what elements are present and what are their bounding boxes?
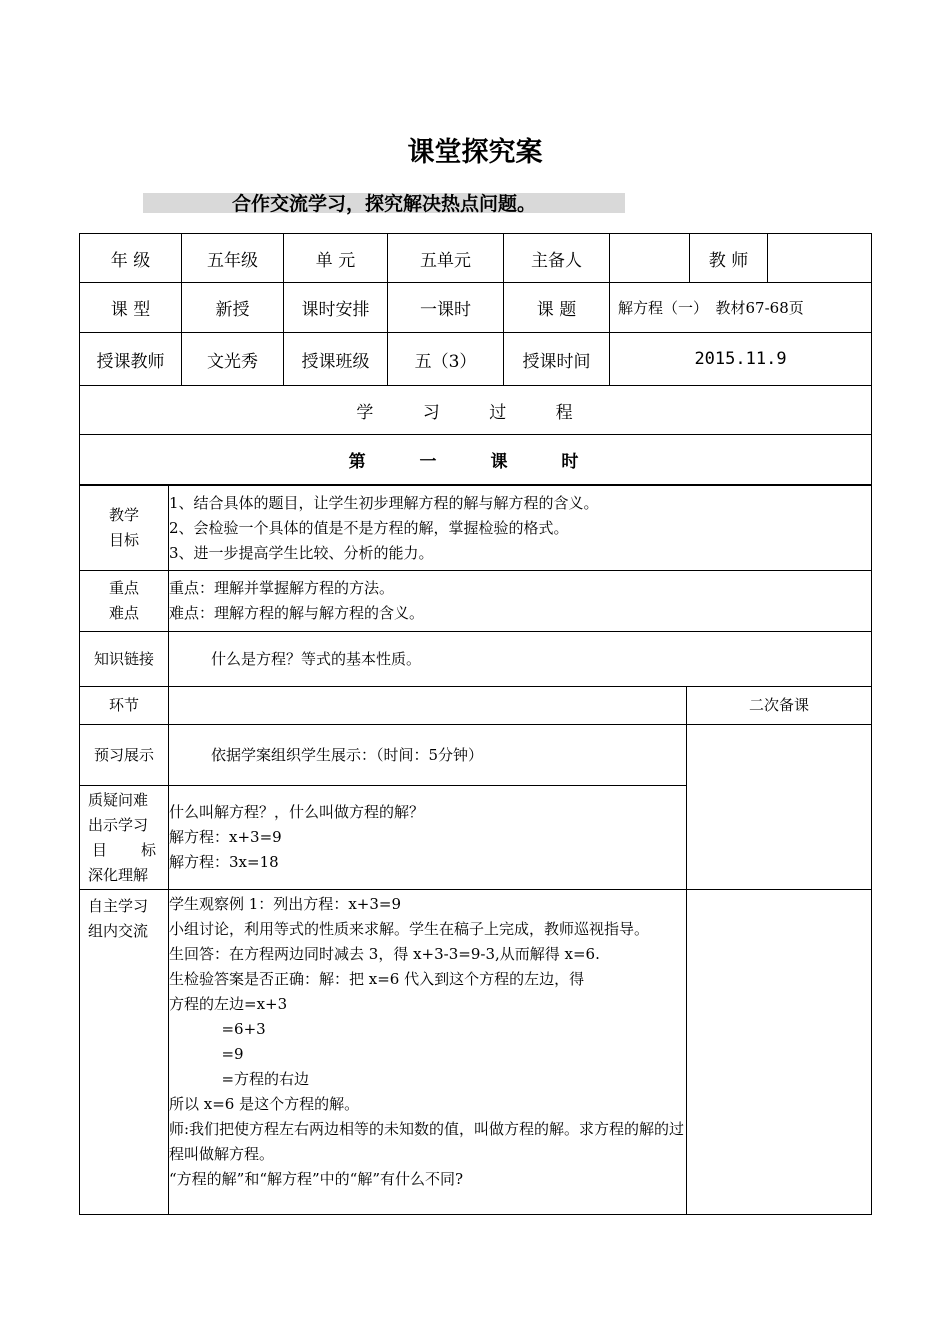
study-line: =9	[169, 1045, 244, 1063]
questions-label: 质疑问难 出示学习 目 标 深化理解	[80, 786, 169, 890]
topic-label: 课 题	[504, 283, 610, 333]
schedule-label: 课时安排	[284, 283, 388, 333]
goal-item: 2、会检验一个具体的值是不是方程的解，掌握检验的格式。	[169, 518, 569, 537]
lesson-detail-table	[79, 485, 872, 1215]
knowledge-content: 什么是方程？等式的基本性质。	[169, 632, 872, 687]
instructor-value: 文光秀	[182, 333, 284, 386]
lesson-info-table	[79, 233, 872, 485]
study-line: 方程的左边=x+3	[169, 995, 288, 1013]
preview-label: 预习展示	[80, 725, 169, 786]
questions-content	[169, 786, 687, 890]
self-study-label: 自主学习 组内交流	[80, 890, 169, 1215]
topic-value: 解方程（一） 教材67-68页	[610, 283, 872, 333]
goals-content	[169, 486, 872, 571]
type-value: 新授	[182, 283, 284, 333]
section-middle	[169, 687, 687, 725]
study-line: 所以 x=6 是这个方程的解。	[169, 1095, 360, 1113]
teacher-label: 教 师	[690, 234, 768, 283]
study-line: 师:我们把使方程左右两边相等的未知数的值，叫做方程的解。求方程的解的过程叫做解方程。	[169, 1120, 685, 1163]
class-value: 五（3）	[388, 333, 504, 386]
keypoints-content	[169, 571, 872, 632]
time-label: 授课时间	[504, 333, 610, 386]
self-study-content	[169, 890, 687, 1215]
self-study-revision-cell	[687, 890, 872, 1215]
teacher-value	[768, 234, 872, 283]
goals-label: 教学 目标	[80, 486, 169, 571]
question-item: 解方程：x+3=9	[169, 828, 282, 846]
question-item: 什么叫解方程？，什么叫做方程的解？	[169, 803, 425, 821]
time-value: 2015.11.9	[610, 333, 872, 386]
document-subtitle: 合作交流学习，探究解决热点问题。	[231, 193, 536, 215]
knowledge-label: 知识链接	[80, 632, 169, 687]
study-line: “方程的解”和“解方程”中的“解”有什么不同?	[169, 1170, 464, 1188]
goal-item: 3、进一步提高学生比较、分析的能力。	[169, 543, 434, 562]
preview-content: 依据学案组织学生展示：（时间：5分钟）	[169, 725, 687, 786]
study-line: =6+3	[169, 1020, 266, 1038]
schedule-value: 一课时	[388, 283, 504, 333]
unit-value: 五单元	[388, 234, 504, 283]
keypoints-label: 重点 难点	[80, 571, 169, 632]
instructor-label: 授课教师	[80, 333, 182, 386]
revision-label: 二次备课	[687, 687, 872, 725]
question-item: 解方程：3x=18	[169, 853, 279, 871]
keypoint-item: 难点：理解方程的解与解方程的含义。	[169, 604, 425, 622]
study-line: 生回答：在方程两边同时减去 3，得 x+3-3=9-3,从而解得 x=6.	[169, 945, 600, 963]
document-title: 课堂探究案	[407, 137, 543, 168]
grade-label: 年 级	[80, 234, 182, 283]
study-line: 小组讨论，利用等式的性质来求解。学生在稿子上完成，教师巡视指导。	[169, 920, 650, 938]
lead-value	[610, 234, 690, 283]
section-label: 环节	[80, 687, 169, 725]
process-heading: 学 习 过 程	[80, 386, 872, 435]
keypoint-item: 重点：理解并掌握解方程的方法。	[169, 579, 395, 597]
lead-label: 主备人	[504, 234, 610, 283]
type-label: 课 型	[80, 283, 182, 333]
goal-item: 1、结合具体的题目，让学生初步理解方程的解与解方程的含义。	[169, 493, 599, 512]
unit-label: 单 元	[284, 234, 388, 283]
study-line: 生检验答案是否正确：解：把 x=6 代入到这个方程的左边，得	[169, 970, 585, 988]
period-heading: 第 一 课 时	[80, 435, 872, 485]
grade-value: 五年级	[182, 234, 284, 283]
class-label: 授课班级	[284, 333, 388, 386]
study-line: 学生观察例 1：列出方程：x+3=9	[169, 895, 401, 913]
study-line: =方程的右边	[169, 1070, 310, 1088]
revision-cell	[687, 725, 872, 890]
